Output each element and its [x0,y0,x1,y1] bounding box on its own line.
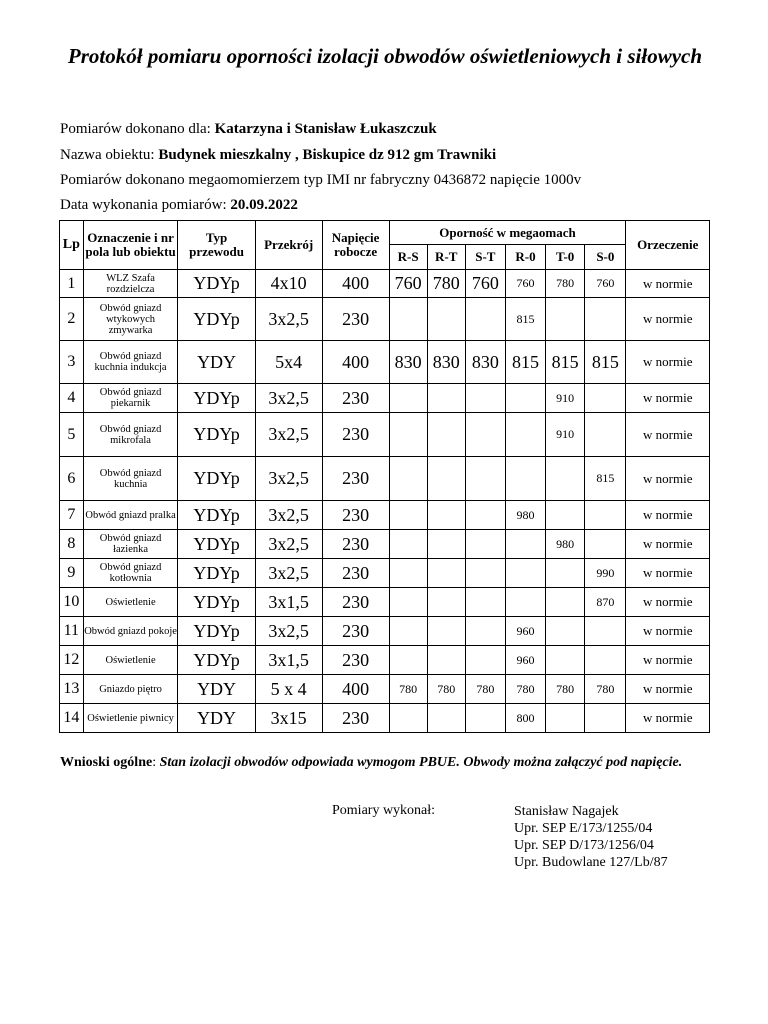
cell-verdict: w normie [626,341,710,384]
header-lp: Lp [60,221,84,270]
cell-voltage: 230 [322,413,389,457]
header-r0: R-0 [505,245,545,270]
cell-rt [427,457,465,501]
cell-verdict: w normie [626,646,710,675]
cell-rs: 830 [389,341,427,384]
cell-lp: 9 [60,559,84,588]
cell-object: Obwód gniazd pralka [83,501,178,530]
table-row [60,530,710,559]
cell-voltage: 230 [322,704,389,733]
cell-object: Obwód gniazd mikrofala [83,413,178,457]
header-cable-type: Typ przewodu [178,221,255,270]
cell-voltage: 230 [322,530,389,559]
cell-s0: 870 [585,588,626,617]
cell-voltage: 230 [322,617,389,646]
table-row [60,559,710,588]
cell-st [465,530,505,559]
table-row [60,617,710,646]
cell-object: Obwód gniazd piekarnik [83,384,178,413]
conclusions [60,750,720,775]
cell-r0 [505,588,545,617]
cell-cable-type: YDYp [178,384,255,413]
cell-lp: 3 [60,341,84,384]
cell-lp: 4 [60,384,84,413]
cell-voltage: 230 [322,646,389,675]
cell-lp: 8 [60,530,84,559]
conclusions-separator: : [152,755,160,770]
cell-lp: 6 [60,457,84,501]
cell-cross-section: 3x2,5 [255,384,322,413]
signature-license-building: Upr. Budowlane 127/Lb/87 [514,855,668,870]
cell-object: Obwód gniazd kuchnia indukcja [83,341,178,384]
cell-rs: 760 [389,270,427,298]
info-date-label: Data wykonania pomiarów: [60,197,231,213]
cell-cross-section: 5 x 4 [255,675,322,704]
cell-cross-section: 3x2,5 [255,413,322,457]
header-voltage: Napięcie robocze [322,221,389,270]
cell-cross-section: 3x2,5 [255,617,322,646]
table-row [60,298,710,341]
cell-t0: 910 [546,413,585,457]
table-row [60,704,710,733]
cell-st [465,617,505,646]
info-client-value: Katarzyna i Stanisław Łukaszczuk [214,121,437,137]
cell-st [465,588,505,617]
protocol-title: Protokół pomiaru oporności izolacji obwodów oświetleniowych i siłowych [67,44,703,68]
cell-r0: 980 [505,501,545,530]
cell-t0 [546,617,585,646]
cell-verdict: w normie [626,675,710,704]
header-cross-section: Przekrój [255,221,322,270]
cell-rs: 780 [389,675,427,704]
cell-rt [427,384,465,413]
cell-t0: 815 [546,341,585,384]
cell-object: Oświetlenie piwnicy [83,704,178,733]
cell-verdict: w normie [626,413,710,457]
signature-license-e: Upr. SEP E/173/1255/04 [514,821,653,836]
cell-rs [389,704,427,733]
cell-rs [389,588,427,617]
header-t0: T-0 [546,245,585,270]
header-verdict: Orzeczenie [626,221,710,270]
cell-s0 [585,501,626,530]
signature-name: Stanisław Nagajek [514,804,619,819]
info-date-value: 20.09.2022 [230,197,298,213]
cell-lp: 12 [60,646,84,675]
cell-lp: 14 [60,704,84,733]
cell-st [465,559,505,588]
cell-cross-section: 3x1,5 [255,646,322,675]
cell-t0: 910 [546,384,585,413]
cell-t0 [546,704,585,733]
table-row [60,384,710,413]
cell-r0 [505,457,545,501]
info-client [60,120,437,138]
cell-cable-type: YDYp [178,501,255,530]
cell-cross-section: 3x2,5 [255,530,322,559]
header-s0: S-0 [585,245,626,270]
cell-r0: 800 [505,704,545,733]
cell-voltage: 230 [322,588,389,617]
info-object-value: Budynek mieszkalny , Biskupice dz 912 gm Trawniki [158,147,497,163]
cell-rt [427,559,465,588]
cell-rt [427,501,465,530]
cell-cross-section: 3x2,5 [255,457,322,501]
cell-r0 [505,384,545,413]
cell-st: 830 [465,341,505,384]
cell-s0 [585,384,626,413]
cell-cross-section: 5x4 [255,341,322,384]
cell-cross-section: 3x2,5 [255,559,322,588]
cell-r0 [505,530,545,559]
cell-st [465,501,505,530]
cell-rs [389,530,427,559]
cell-voltage: 230 [322,298,389,341]
cell-rt [427,413,465,457]
cell-lp: 7 [60,501,84,530]
cell-verdict: w normie [626,588,710,617]
signature-block [514,803,668,871]
cell-object: Obwód gniazd wtykowych zmywarka [83,298,178,341]
cell-voltage: 230 [322,559,389,588]
cell-cross-section: 3x15 [255,704,322,733]
cell-cable-type: YDYp [178,588,255,617]
cell-cable-type: YDYp [178,413,255,457]
cell-rs [389,413,427,457]
cell-rt [427,646,465,675]
cell-verdict: w normie [626,298,710,341]
cell-rt [427,530,465,559]
cell-st [465,646,505,675]
cell-cross-section: 3x1,5 [255,588,322,617]
cell-rt: 780 [427,270,465,298]
cell-rt [427,298,465,341]
cell-st: 760 [465,270,505,298]
cell-voltage: 230 [322,457,389,501]
cell-voltage: 230 [322,384,389,413]
cell-lp: 1 [60,270,84,298]
cell-verdict: w normie [626,270,710,298]
cell-r0: 815 [505,341,545,384]
cell-st [465,413,505,457]
cell-cable-type: YDYp [178,298,255,341]
cell-t0 [546,457,585,501]
cell-s0: 815 [585,457,626,501]
cell-verdict: w normie [626,384,710,413]
cell-object: Obwód gniazd pokoje [83,617,178,646]
cell-rs [389,384,427,413]
info-meter: Pomiarów dokonano megaomomierzem typ IMI nr fabryczny 0436872 napięcie 1000v [60,172,582,188]
cell-cable-type: YDYp [178,617,255,646]
header-rs: R-S [389,245,427,270]
cell-s0: 815 [585,341,626,384]
cell-object: Obwód gniazd łazienka [83,530,178,559]
table-row [60,675,710,704]
cell-verdict: w normie [626,457,710,501]
info-object-label: Nazwa obiektu: [60,147,159,163]
cell-t0 [546,646,585,675]
cell-rt [427,704,465,733]
cell-voltage: 400 [322,341,389,384]
table-row [60,588,710,617]
cell-verdict: w normie [626,501,710,530]
cell-t0 [546,559,585,588]
cell-lp: 5 [60,413,84,457]
cell-cable-type: YDYp [178,646,255,675]
cell-t0 [546,501,585,530]
cell-t0: 780 [546,270,585,298]
cell-s0: 780 [585,675,626,704]
cell-object: Oświetlenie [83,646,178,675]
cell-rs [389,646,427,675]
signature-license-d: Upr. SEP D/173/1256/04 [514,838,654,853]
cell-rs [389,559,427,588]
cell-t0 [546,588,585,617]
cell-cross-section: 3x2,5 [255,501,322,530]
header-rt: R-T [427,245,465,270]
cell-cable-type: YDY [178,341,255,384]
cell-r0 [505,413,545,457]
cell-verdict: w normie [626,704,710,733]
cell-object: Gniazdo piętro [83,675,178,704]
cell-cable-type: YDY [178,704,255,733]
cell-rs [389,457,427,501]
header-resistance: Oporność w megaomach [389,221,626,245]
cell-s0 [585,704,626,733]
cell-s0 [585,413,626,457]
cell-cable-type: YDYp [178,457,255,501]
cell-t0: 780 [546,675,585,704]
cell-rs [389,617,427,646]
cell-st [465,704,505,733]
table-row [60,457,710,501]
cell-lp: 11 [60,617,84,646]
cell-verdict: w normie [626,559,710,588]
cell-object: Obwód gniazd kuchnia [83,457,178,501]
cell-verdict: w normie [626,617,710,646]
cell-s0 [585,646,626,675]
signature-label: Pomiary wykonał: [332,803,436,818]
cell-s0: 990 [585,559,626,588]
cell-rs [389,298,427,341]
info-date [60,196,298,214]
cell-lp: 13 [60,675,84,704]
info-object [60,146,496,164]
measurement-table [59,220,710,733]
cell-cable-type: YDYp [178,530,255,559]
cell-rt [427,588,465,617]
conclusions-text: Stan izolacji obwodów odpowiada wymogom PBUE. Obwody można załączyć pod napięcie. [159,755,683,770]
cell-cable-type: YDYp [178,270,255,298]
cell-st [465,384,505,413]
cell-voltage: 400 [322,270,389,298]
cell-s0 [585,617,626,646]
table-row [60,341,710,384]
table-row [60,501,710,530]
cell-s0: 760 [585,270,626,298]
cell-rs [389,501,427,530]
cell-rt [427,617,465,646]
cell-lp: 10 [60,588,84,617]
cell-voltage: 400 [322,675,389,704]
cell-cable-type: YDYp [178,559,255,588]
cell-voltage: 230 [322,501,389,530]
cell-cross-section: 4x10 [255,270,322,298]
cell-cross-section: 3x2,5 [255,298,322,341]
cell-r0: 780 [505,675,545,704]
cell-cable-type: YDY [178,675,255,704]
cell-r0: 815 [505,298,545,341]
cell-r0: 960 [505,617,545,646]
cell-t0: 980 [546,530,585,559]
cell-rt: 830 [427,341,465,384]
header-object: Oznaczenie i nr pola lub obiektu [83,221,178,270]
cell-st [465,457,505,501]
cell-t0 [546,298,585,341]
info-client-label: Pomiarów dokonano dla: [60,121,215,137]
cell-object: Obwód gniazd kotłownia [83,559,178,588]
table-row [60,413,710,457]
cell-r0: 960 [505,646,545,675]
cell-r0 [505,559,545,588]
cell-rt: 780 [427,675,465,704]
cell-s0 [585,298,626,341]
cell-object: Oświetlenie [83,588,178,617]
cell-st: 780 [465,675,505,704]
cell-object: WLZ Szafa rozdzielcza [83,270,178,298]
cell-r0: 760 [505,270,545,298]
cell-st [465,298,505,341]
table-row [60,270,710,298]
table-row [60,646,710,675]
header-st: S-T [465,245,505,270]
conclusions-label: Wnioski ogólne [60,755,153,770]
cell-lp: 2 [60,298,84,341]
cell-verdict: w normie [626,530,710,559]
cell-s0 [585,530,626,559]
